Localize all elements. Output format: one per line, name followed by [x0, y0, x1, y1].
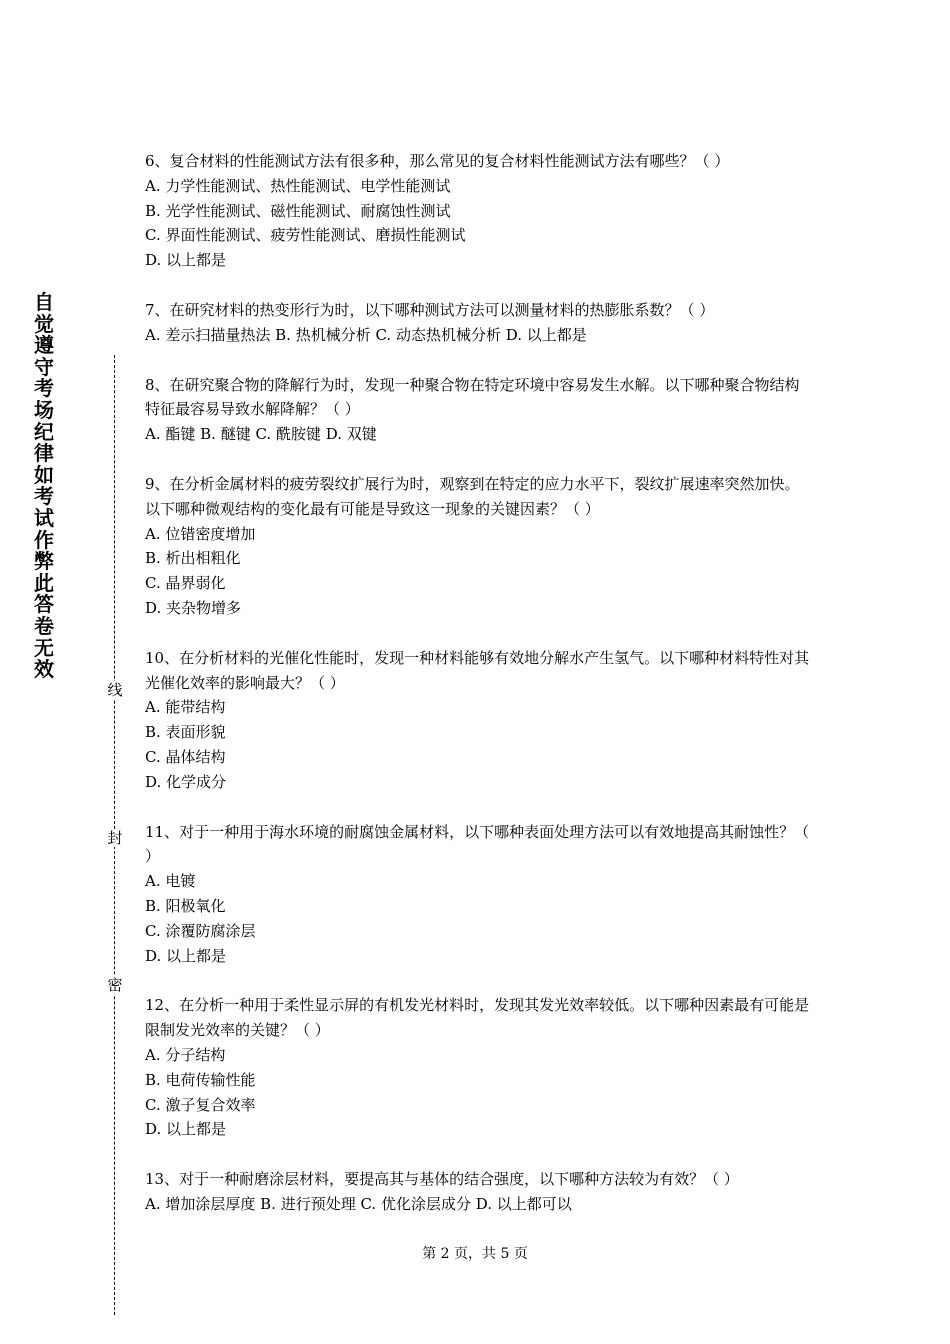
page-indicator: 第 2 页，共 5 页	[422, 1246, 528, 1262]
option-c: C. 涂覆防腐涂层	[145, 921, 256, 940]
question-stem: 10、在分析材料的光催化性能时，发现一种材料能够有效地分解水产生氢气。以下哪种材料特性对其光催化效率的影响最大？（ ）	[145, 648, 810, 692]
option-d: D. 以上都是	[145, 251, 227, 270]
question-13	[145, 1167, 810, 1217]
option-a: A. 能带结构	[145, 698, 226, 717]
option-b: B. 表面形貌	[145, 723, 226, 742]
option-c: C. 激子复合效率	[145, 1095, 256, 1114]
question-list	[145, 149, 810, 1242]
option-d: D. 以上都是	[145, 946, 227, 965]
question-stem: 8、在研究聚合物的降解行为时，发现一种聚合物在特定环境中容易发生水解。以下哪种聚合物结构特征最容易导致水解降解？（ ）	[145, 375, 800, 419]
option-c: C. 晶体结构	[145, 747, 226, 766]
question-stem: 7、在研究材料的热变形行为时，以下哪种测试方法可以测量材料的热膨胀系数？（ ）	[145, 300, 715, 319]
seal-secret-label: 密	[107, 976, 123, 994]
exam-discipline-notice: 自觉遵守考场纪律如考试作弊此答卷无效	[34, 290, 54, 682]
option-d: D. 夹杂物增多	[145, 598, 242, 617]
question-stem: 13、对于一种耐磨涂层材料，要提高其与基体的结合强度，以下哪种方法较为有效？（ ）	[145, 1170, 739, 1189]
option-c: C. 晶界弱化	[145, 574, 226, 593]
question-6	[145, 149, 810, 273]
option-a: A. 力学性能测试、热性能测试、电学性能测试	[145, 176, 451, 195]
question-11	[145, 820, 810, 969]
option-d: D. 化学成分	[145, 772, 227, 791]
option-b: B. 电荷传输性能	[145, 1070, 256, 1089]
option-b: B. 阳极氧化	[145, 896, 226, 915]
question-stem: 11、对于一种用于海水环境的耐腐蚀金属材料，以下哪种表面处理方法可以有效地提高其耐蚀性？（ ）	[145, 822, 810, 866]
option-d: D. 以上都是	[145, 1120, 227, 1139]
inline-options: A. 酯键 B. 醚键 C. 酰胺键 D. 双键	[145, 425, 377, 444]
question-stem: 6、复合材料的性能测试方法有很多种，那么常见的复合材料性能测试方法有哪些？（ ）	[145, 152, 730, 170]
question-7	[145, 298, 810, 348]
question-stem: 12、在分析一种用于柔性显示屏的有机发光材料时，发现其发光效率较低。以下哪种因素最有可能是限制发光效率的关键？（ ）	[145, 996, 810, 1040]
inline-options: A. 增加涂层厚度 B. 进行预处理 C. 优化涂层成分 D. 以上都可以	[145, 1194, 572, 1213]
option-a: A. 位错密度增加	[145, 524, 256, 543]
seal-seal-label: 封	[107, 829, 123, 847]
seal-line-label: 线	[107, 681, 123, 699]
option-a: A. 分子结构	[145, 1045, 226, 1064]
option-b: B. 光学性能测试、磁性能测试、耐腐蚀性测试	[145, 201, 451, 220]
question-8	[145, 373, 810, 447]
question-10	[145, 646, 810, 795]
option-a: A. 电镀	[145, 872, 196, 891]
option-c: C. 界面性能测试、疲劳性能测试、磨损性能测试	[145, 226, 466, 245]
question-12	[145, 993, 810, 1142]
question-stem: 9、在分析金属材料的疲劳裂纹扩展行为时，观察到在特定的应力水平下，裂纹扩展速率突然加快。以下哪种微观结构的变化最有可能是导致这一现象的关键因素？（ ）	[145, 474, 800, 518]
question-9	[145, 472, 810, 621]
option-b: B. 析出相粗化	[145, 549, 241, 568]
inline-options: A. 差示扫描量热法 B. 热机械分析 C. 动态热机械分析 D. 以上都是	[145, 325, 587, 344]
